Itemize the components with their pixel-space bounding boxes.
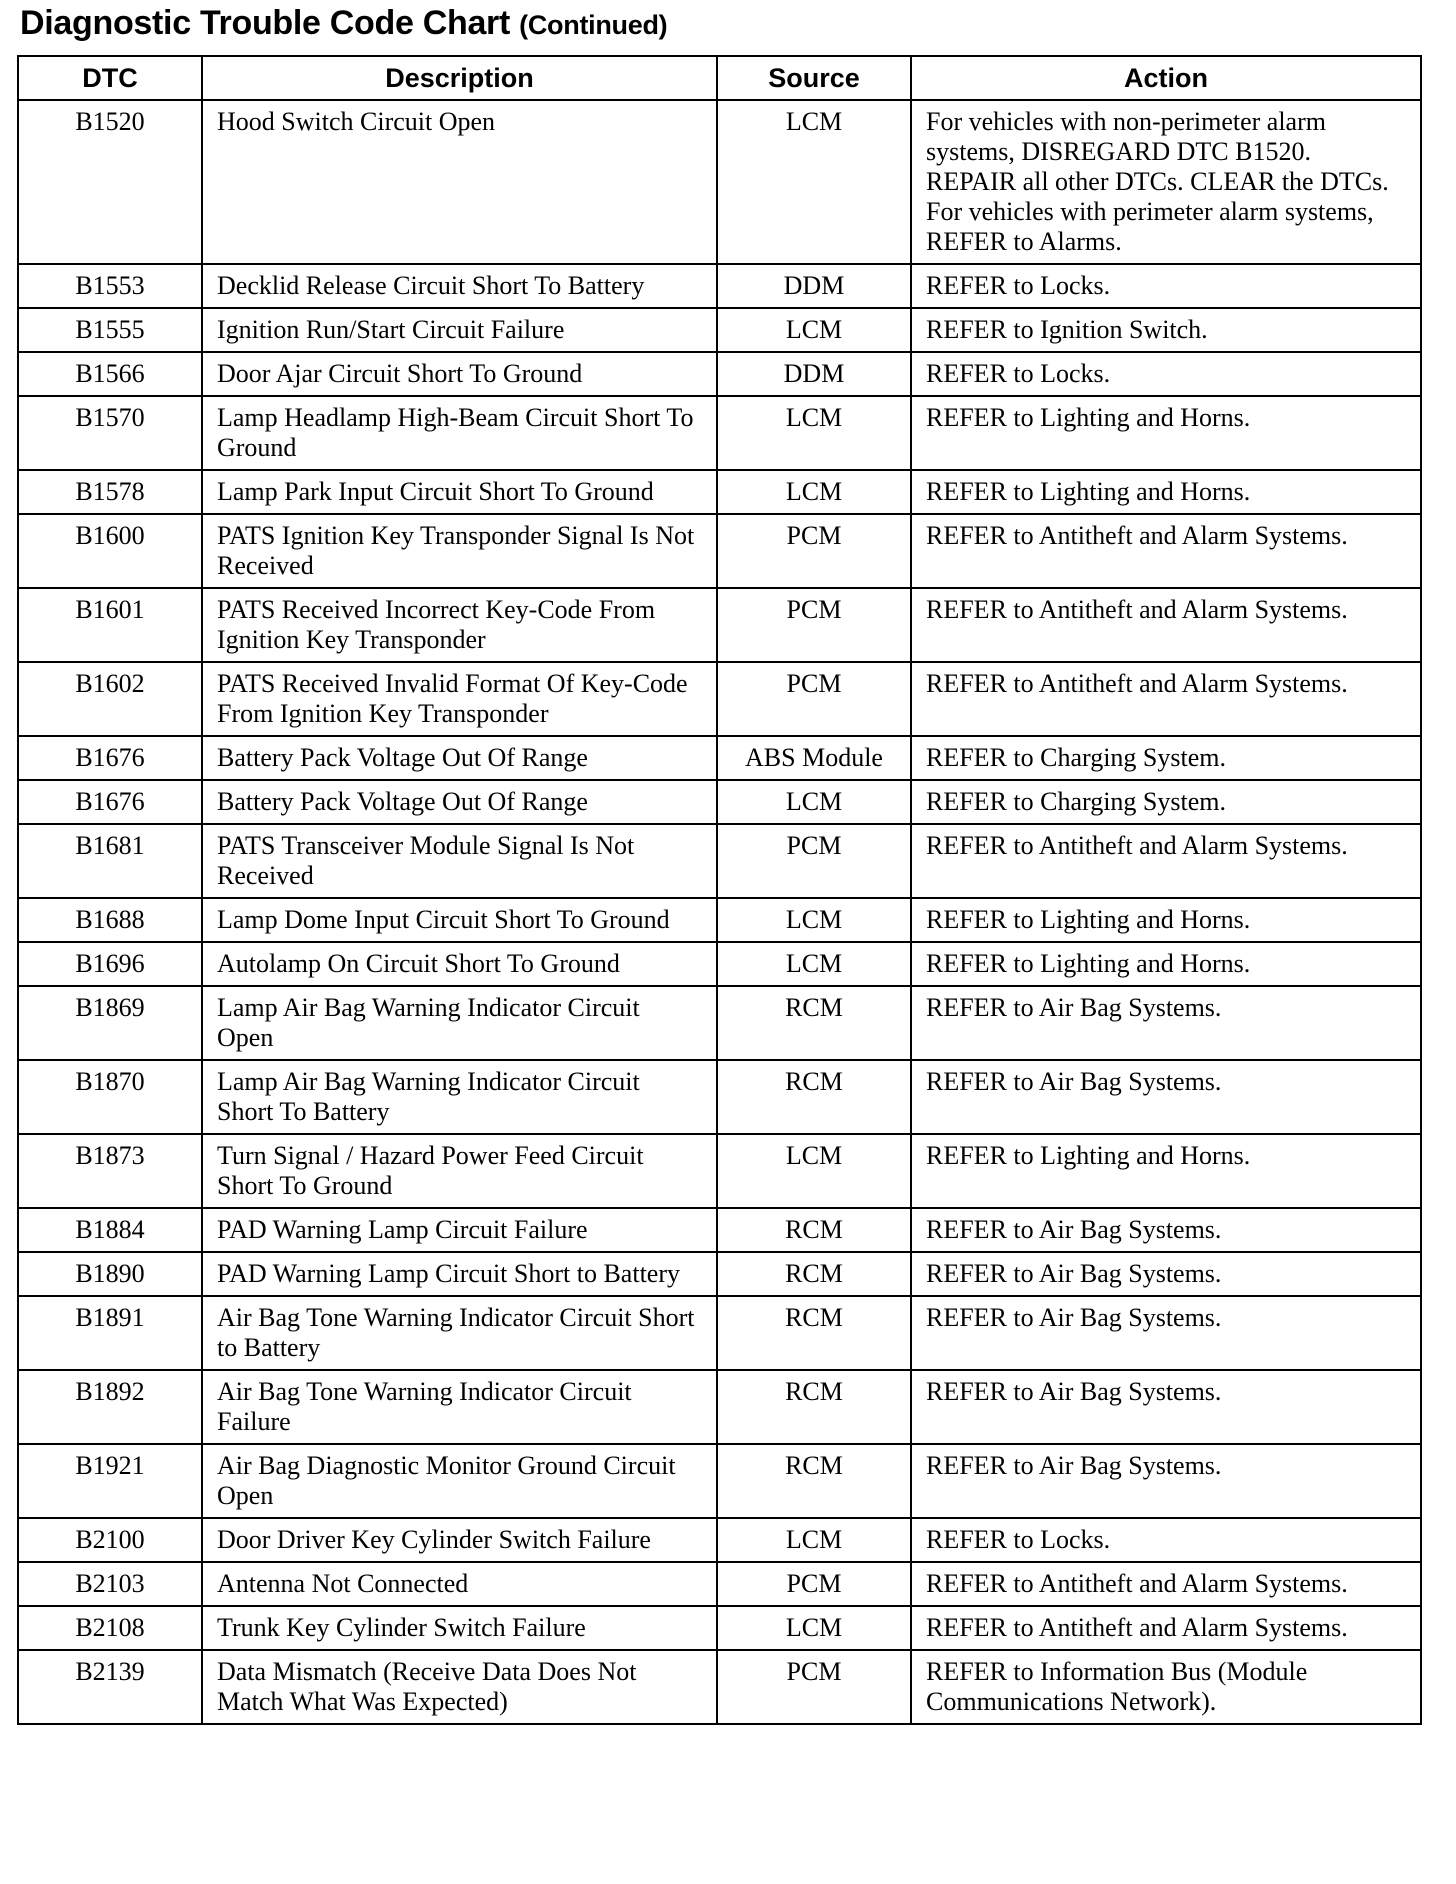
source-cell: LCM [717,470,911,514]
table-row [18,1252,1421,1296]
description-cell: PATS Ignition Key Transponder Signal Is Not Received [202,514,717,588]
table-row [18,1444,1421,1518]
description-cell: Autolamp On Circuit Short To Ground [202,942,717,986]
description-cell: Battery Pack Voltage Out Of Range [202,736,717,780]
dtc-code-cell: B1553 [18,264,202,308]
table-row [18,942,1421,986]
description-cell: PATS Received Invalid Format Of Key-Code From Ignition Key Transponder [202,662,717,736]
description-cell: Data Mismatch (Receive Data Does Not Match What Was Expected) [202,1650,717,1724]
dtc-code-cell: B1870 [18,1060,202,1134]
description-cell: Turn Signal / Hazard Power Feed Circuit Short To Ground [202,1134,717,1208]
source-cell: RCM [717,1208,911,1252]
table-row [18,1134,1421,1208]
source-cell: PCM [717,662,911,736]
table-row [18,264,1421,308]
description-cell: Lamp Headlamp High-Beam Circuit Short To Ground [202,396,717,470]
source-cell: RCM [717,1252,911,1296]
action-cell: REFER to Lighting and Horns. [911,396,1421,470]
description-cell: PATS Received Incorrect Key-Code From Ignition Key Transponder [202,588,717,662]
action-cell: REFER to Lighting and Horns. [911,942,1421,986]
description-cell: PAD Warning Lamp Circuit Failure [202,1208,717,1252]
table-row [18,780,1421,824]
description-cell: Air Bag Diagnostic Monitor Ground Circuit Open [202,1444,717,1518]
table-row [18,1650,1421,1724]
dtc-code-cell: B1676 [18,736,202,780]
action-cell: REFER to Charging System. [911,736,1421,780]
source-cell: LCM [717,1606,911,1650]
action-cell: REFER to Air Bag Systems. [911,1296,1421,1370]
dtc-code-cell: B1891 [18,1296,202,1370]
description-cell: Hood Switch Circuit Open [202,100,717,264]
action-cell: REFER to Locks. [911,1518,1421,1562]
action-cell: REFER to Information Bus (Module Communications Network). [911,1650,1421,1724]
table-row [18,662,1421,736]
source-cell: LCM [717,942,911,986]
table-row [18,308,1421,352]
description-cell: Lamp Air Bag Warning Indicator Circuit Short To Battery [202,1060,717,1134]
action-cell: REFER to Air Bag Systems. [911,1208,1421,1252]
source-cell: LCM [717,780,911,824]
action-cell: REFER to Antitheft and Alarm Systems. [911,588,1421,662]
description-cell: Door Driver Key Cylinder Switch Failure [202,1518,717,1562]
action-cell: REFER to Antitheft and Alarm Systems. [911,662,1421,736]
source-cell: RCM [717,1060,911,1134]
action-cell: REFER to Air Bag Systems. [911,986,1421,1060]
dtc-code-cell: B1688 [18,898,202,942]
dtc-code-cell: B1884 [18,1208,202,1252]
table-row [18,100,1421,264]
action-cell: REFER to Locks. [911,352,1421,396]
dtc-code-cell: B1602 [18,662,202,736]
action-cell: REFER to Ignition Switch. [911,308,1421,352]
table-row [18,470,1421,514]
dtc-code-cell: B1681 [18,824,202,898]
description-cell: PAD Warning Lamp Circuit Short to Battery [202,1252,717,1296]
page-title-main: Diagnostic Trouble Code Chart [20,4,511,42]
dtc-code-cell: B1600 [18,514,202,588]
description-cell: Trunk Key Cylinder Switch Failure [202,1606,717,1650]
action-cell: REFER to Charging System. [911,780,1421,824]
description-cell: PATS Transceiver Module Signal Is Not Received [202,824,717,898]
description-cell: Door Ajar Circuit Short To Ground [202,352,717,396]
action-cell: REFER to Lighting and Horns. [911,898,1421,942]
dtc-code-cell: B1869 [18,986,202,1060]
action-cell: REFER to Air Bag Systems. [911,1370,1421,1444]
dtc-code-cell: B2108 [18,1606,202,1650]
source-cell: LCM [717,100,911,264]
table-row [18,588,1421,662]
source-cell: DDM [717,264,911,308]
dtc-code-cell: B1676 [18,780,202,824]
table-row [18,1606,1421,1650]
table-row [18,1060,1421,1134]
source-cell: PCM [717,824,911,898]
page-title [20,4,667,43]
table-row [18,736,1421,780]
source-cell: LCM [717,1518,911,1562]
description-cell: Lamp Air Bag Warning Indicator Circuit Open [202,986,717,1060]
source-cell: LCM [717,898,911,942]
page-title-continued: (Continued) [519,10,668,40]
description-cell: Lamp Dome Input Circuit Short To Ground [202,898,717,942]
column-header-description: Description [202,56,717,100]
action-cell: REFER to Lighting and Horns. [911,470,1421,514]
action-cell: For vehicles with non-perimeter alarm systems, DISREGARD DTC B1520. REPAIR all other DTCs. CLEAR the DTCs. For vehicles with perimeter alarm systems, REFER to Alarms. [911,100,1421,264]
table-row [18,396,1421,470]
action-cell: REFER to Air Bag Systems. [911,1060,1421,1134]
table-row [18,1208,1421,1252]
action-cell: REFER to Air Bag Systems. [911,1252,1421,1296]
source-cell: RCM [717,1296,911,1370]
table-row [18,986,1421,1060]
action-cell: REFER to Lighting and Horns. [911,1134,1421,1208]
dtc-code-cell: B1555 [18,308,202,352]
source-cell: LCM [717,396,911,470]
description-cell: Decklid Release Circuit Short To Battery [202,264,717,308]
dtc-code-cell: B1520 [18,100,202,264]
source-cell: PCM [717,1650,911,1724]
source-cell: LCM [717,308,911,352]
description-cell: Antenna Not Connected [202,1562,717,1606]
action-cell: REFER to Air Bag Systems. [911,1444,1421,1518]
dtc-code-cell: B2139 [18,1650,202,1724]
dtc-code-cell: B1873 [18,1134,202,1208]
table-row [18,1296,1421,1370]
dtc-code-cell: B1566 [18,352,202,396]
source-cell: RCM [717,1370,911,1444]
source-cell: LCM [717,1134,911,1208]
dtc-code-cell: B1892 [18,1370,202,1444]
description-cell: Air Bag Tone Warning Indicator Circuit Short to Battery [202,1296,717,1370]
table-row [18,898,1421,942]
dtc-code-cell: B2103 [18,1562,202,1606]
dtc-table [17,55,1422,1725]
action-cell: REFER to Antitheft and Alarm Systems. [911,514,1421,588]
action-cell: REFER to Antitheft and Alarm Systems. [911,824,1421,898]
table-body [18,100,1421,1724]
source-cell: DDM [717,352,911,396]
description-cell: Ignition Run/Start Circuit Failure [202,308,717,352]
source-cell: PCM [717,514,911,588]
column-header-source: Source [717,56,911,100]
table-row [18,1518,1421,1562]
source-cell: RCM [717,1444,911,1518]
table-row [18,1370,1421,1444]
column-header-dtc: DTC [18,56,202,100]
source-cell: PCM [717,1562,911,1606]
table-header-row [18,56,1421,100]
dtc-code-cell: B1601 [18,588,202,662]
source-cell: RCM [717,986,911,1060]
action-cell: REFER to Antitheft and Alarm Systems. [911,1562,1421,1606]
action-cell: REFER to Antitheft and Alarm Systems. [911,1606,1421,1650]
description-cell: Lamp Park Input Circuit Short To Ground [202,470,717,514]
dtc-code-cell: B1890 [18,1252,202,1296]
dtc-code-cell: B1921 [18,1444,202,1518]
source-cell: PCM [717,588,911,662]
column-header-action: Action [911,56,1421,100]
table-row [18,1562,1421,1606]
description-cell: Battery Pack Voltage Out Of Range [202,780,717,824]
dtc-code-cell: B1696 [18,942,202,986]
dtc-code-cell: B2100 [18,1518,202,1562]
table-row [18,824,1421,898]
dtc-code-cell: B1578 [18,470,202,514]
description-cell: Air Bag Tone Warning Indicator Circuit Failure [202,1370,717,1444]
table-row [18,514,1421,588]
source-cell: ABS Module [717,736,911,780]
dtc-code-cell: B1570 [18,396,202,470]
action-cell: REFER to Locks. [911,264,1421,308]
table-row [18,352,1421,396]
